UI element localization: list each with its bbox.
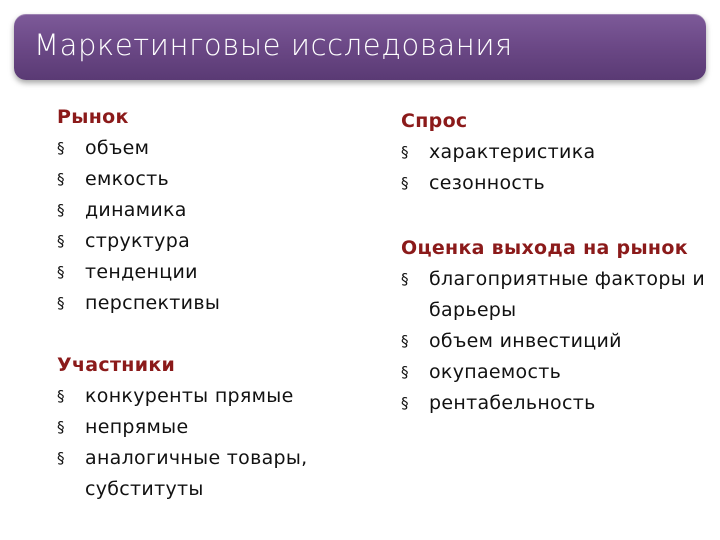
title-bar [14, 14, 706, 80]
slide-title: Маркетинговые исследования [34, 28, 513, 62]
list-item-text: окупаемость [429, 361, 562, 383]
section-heading-market: Рынок [57, 106, 129, 128]
list-item-text: динамика [85, 199, 187, 221]
bullet-icon: § [401, 143, 409, 161]
list-item-text: сезонность [429, 172, 546, 194]
bullet-icon: § [57, 232, 65, 250]
list-item-text: характеристика [429, 141, 596, 163]
section-heading-participants: Участники [57, 354, 176, 376]
bullet-icon: § [57, 294, 65, 312]
bullet-icon: § [57, 263, 65, 281]
list-item-text: конкуренты прямые [85, 385, 294, 407]
left-column [57, 102, 357, 505]
bullet-icon: § [57, 418, 65, 436]
spacer [57, 319, 357, 350]
list-item [57, 381, 357, 412]
list-item [57, 443, 357, 505]
list-item [401, 264, 711, 326]
spacer [401, 199, 711, 233]
bullet-icon: § [57, 139, 65, 157]
list-item [57, 257, 357, 288]
bullet-icon: § [401, 332, 409, 350]
list-item-text: тенденции [85, 261, 198, 283]
list-item [401, 388, 711, 419]
list-item [401, 326, 711, 357]
bullet-icon: § [57, 449, 65, 467]
list-item-text: структура [85, 230, 191, 252]
list-item [401, 357, 711, 388]
bullet-icon: § [401, 363, 409, 381]
list-item [57, 164, 357, 195]
list-item [57, 133, 357, 164]
list-item-text: объем [85, 137, 150, 159]
bullet-icon: § [57, 387, 65, 405]
list-item [401, 137, 711, 168]
list-item-text: емкость [85, 168, 169, 190]
list-item [57, 412, 357, 443]
bullet-icon: § [401, 174, 409, 192]
list-item-text: перспективы [85, 292, 221, 314]
list-item-text: благоприятные факторы и барьеры [429, 268, 705, 321]
list-item [57, 195, 357, 226]
list-item [57, 288, 357, 319]
right-column [401, 106, 711, 419]
list-item-text: непрямые [85, 416, 189, 438]
section-heading-demand: Спрос [401, 110, 468, 132]
list-item-text: рентабельность [429, 392, 596, 414]
bullet-icon: § [401, 394, 409, 412]
bullet-icon: § [401, 270, 409, 288]
bullet-icon: § [57, 170, 65, 188]
list-item-text: объем инвестиций [429, 330, 622, 352]
list-item [401, 168, 711, 199]
section-heading-market-entry: Оценка выхода на рынок [401, 237, 688, 259]
list-item [57, 226, 357, 257]
bullet-icon: § [57, 201, 65, 219]
list-item-text: аналогичные товары, субституты [85, 447, 308, 500]
